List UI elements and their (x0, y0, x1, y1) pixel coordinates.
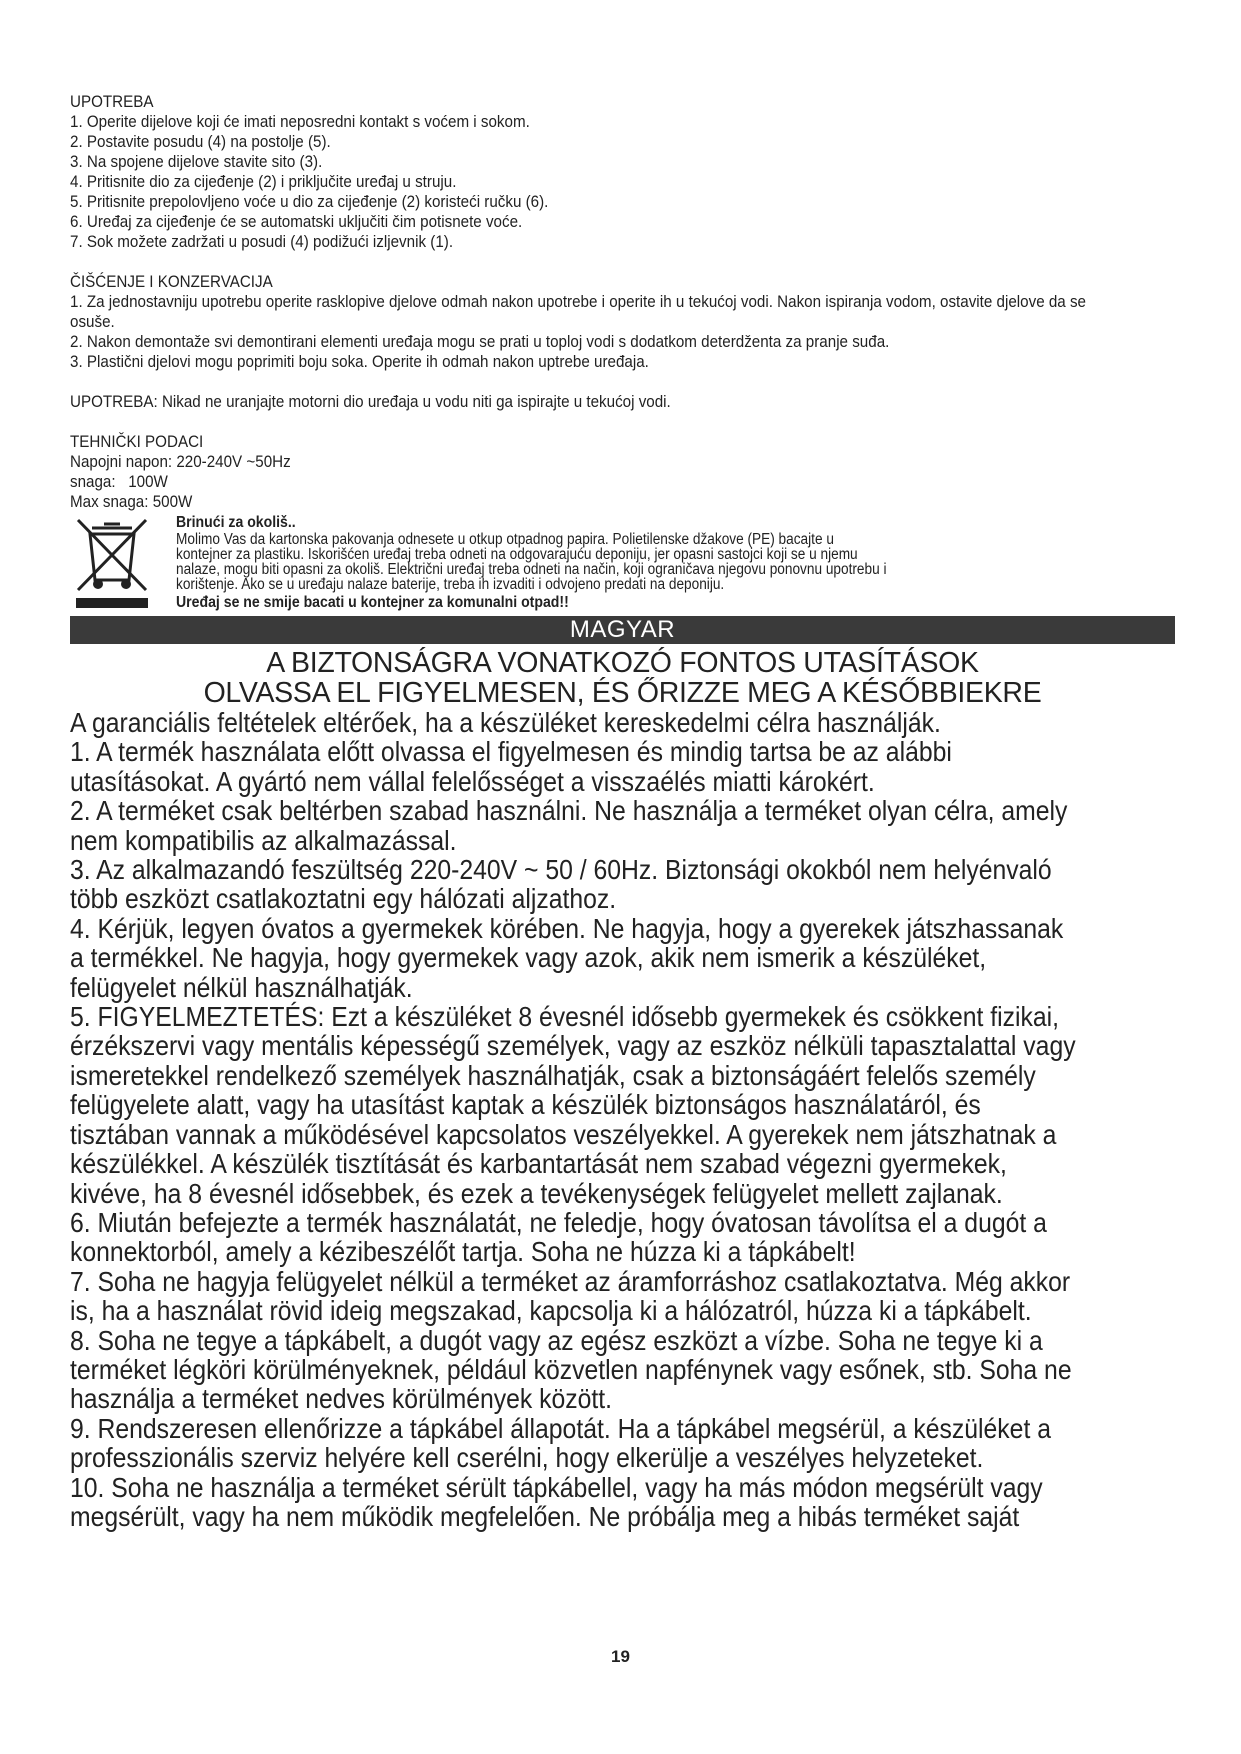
instruction-line: 1. A termék használata előtt olvassa el figyelmesen és mindig tartsa be az alábbi (70, 736, 952, 768)
instruction-line: 5. FIGYELMEZTETÉS: Ezt a készüléket 8 évesnél idősebb gyermekek és csökkent fizikai, (70, 1001, 1060, 1033)
environment-line-2: kontejner za plastiku. Iskorišćen uređaj treba odneti na odgovarajuću deponiju, jer opasni sastojci koji se u njemu (176, 546, 858, 563)
tech-title: TEHNIČKI PODACI (70, 433, 204, 451)
instruction-line: 3. Az alkalmazandó feszültség 220-240V ~ 50 / 60Hz. Biztonsági okokból nem helyénvaló (70, 854, 1052, 886)
language-section-bar: MAGYAR (70, 616, 1175, 644)
instruction-line: érzékszervi vagy mentális képességű személyek, vagy az eszköz nélküli tapasztalattal vagy (70, 1030, 1076, 1062)
environment-title: Brinući za okoliš.. (176, 514, 296, 531)
usage-step-1: 1. Operite dijelove koji će imati neposredni kontakt s voćem i sokom. (70, 113, 530, 131)
instruction-line: ismeretekkel rendelkező személyek használhatják, csak a biztonságáért felelős személy (70, 1059, 1036, 1091)
instruction-line: a termékkel. Ne hagyja, hogy gyermekek vagy azok, akik nem ismerik a készüléket, (70, 942, 987, 974)
cleaning-title: ČIŠĆENJE I KONZERVACIJA (70, 273, 273, 291)
usage-step-4: 4. Pritisnite dio za cijeđenje (2) i priključite uređaj u struju. (70, 173, 457, 191)
usage-title: UPOTREBA (70, 93, 154, 111)
usage-step-5: 5. Pritisnite prepolovljeno voće u dio za cijeđenje (2) koristeći ručku (6). (70, 193, 549, 211)
instruction-line: 8. Soha ne tegye a tápkábelt, a dugót vagy az egész eszközt a vízbe. Soha ne tegye ki a (70, 1324, 1043, 1356)
environment-notice (70, 514, 1175, 612)
instruction-line: felügyelete alatt, vagy ha utasítást kaptak a készülék biztonságos használatáról, és (70, 1089, 981, 1121)
instruction-line: 9. Rendszeresen ellenőrizze a tápkábel állapotát. Ha a tápkábel megsérül, a készüléket a (70, 1412, 1051, 1444)
tech-max-power: Max snaga: 500W (70, 493, 193, 511)
cleaning-step-1: 1. Za jednostavniju upotrebu operite rasklopive djelove odmah nakon upotrebe i operite ih u tekućoj vodi. Nakon ispiranja vodom, ostavite djelove da se osuše. (70, 293, 1086, 331)
instruction-line: használja a terméket nedves körülmények között. (70, 1383, 613, 1415)
tech-voltage: Napojni napon: 220-240V ~50Hz (70, 453, 291, 471)
instruction-line: konnektorból, amely a kézibeszélőt tartja. Soha ne húzza ki a tápkábelt! (70, 1236, 856, 1268)
usage-step-6: 6. Uređaj za cijeđenje će se automatski uključiti čim potisnete voće. (70, 213, 523, 231)
environment-line-3: nalaze, mogu biti opasni za okoliš. Električni uređaj treba odneti na način, koji ograničava njegovu ponovnu upotrebu i (176, 561, 887, 578)
instruction-line: felügyelet nélkül használhatják. (70, 971, 413, 1003)
environment-text (176, 514, 1153, 610)
usage-step-3: 3. Na spojene dijelove stavite sito (3). (70, 153, 323, 171)
motor-warning: UPOTREBA: Nikad ne uranjajte motorni dio uređaja u vodu niti ga ispirajte u tekućoj vodi. (70, 393, 671, 411)
safety-heading (70, 648, 1175, 708)
hungarian-instructions (70, 708, 1177, 1531)
instruction-line: 7. Soha ne hagyja felügyelet nélkül a terméket az áramforráshoz csatlakoztatva. Még akkor (70, 1265, 1071, 1297)
instruction-line: utasításokat. A gyártó nem vállal felelősséget a visszaélés miatti károkért. (70, 765, 875, 797)
safety-heading-line-2: OLVASSA EL FIGYELMESEN, ÉS ŐRIZZE MEG A KÉSŐBBIEKRE (203, 677, 1042, 709)
usage-step-2: 2. Postavite posudu (4) na postolje (5). (70, 133, 331, 151)
usage-step-7: 7. Sok možete zadržati u posudi (4) podižući izljevnik (1). (70, 233, 454, 251)
cleaning-step-2: 2. Nakon demontaže svi demontirani elementi uređaja mogu se prati u toploj vodi s dodatkom deterdženta za pranje suđa. (70, 333, 890, 351)
instruction-line: tisztában vannak a működésével kapcsolatos veszélyekkel. A gyerekek nem játszhatnak a (70, 1118, 1057, 1150)
instruction-line: professzionális szerviz helyére kell cserélni, hogy elkerülje a veszélyes helyzeteket. (70, 1442, 984, 1474)
instruction-line: terméket légköri körülményeknek, például közvetlen napfénynek vagy esőnek, stb. Soha ne (70, 1353, 1072, 1385)
page-number: 19 (611, 1647, 630, 1666)
instruction-line: kivéve, ha 8 évesnél idősebbek, és ezek a tevékenységek felügyelet mellett zajlanak. (70, 1177, 1003, 1209)
croatian-section (70, 92, 1174, 512)
instruction-line: nem kompatibilis az alkalmazással. (70, 824, 457, 856)
crossed-out-wheelie-bin-icon (74, 516, 150, 610)
instruction-line: megsérült, vagy ha nem működik megfelelően. Ne próbálja meg a hibás terméket saját (70, 1500, 1020, 1532)
instruction-line: 2. A terméket csak beltérben szabad használni. Ne használja a terméket olyan célra, amely (70, 795, 1068, 827)
instruction-line: A garanciális feltételek eltérőek, ha a készüléket kereskedelmi célra használják. (70, 707, 941, 738)
tech-power: snaga: 100W (70, 473, 168, 491)
instruction-line: 4. Kérjük, legyen óvatos a gyermekek körében. Ne hagyja, hogy a gyerekek játszhassanak (70, 912, 1064, 944)
instruction-line: készülékkel. A készülék tisztítását és karbantartását nem szabad végezni gyermekek, (70, 1148, 1007, 1180)
cleaning-step-3: 3. Plastični djelovi mogu poprimiti boju soka. Operite ih odmah nakon uptrebe uređaja. (70, 353, 649, 371)
safety-heading-line-1: A BIZTONSÁGRA VONATKOZÓ FONTOS UTASÍTÁSOK (266, 647, 979, 679)
environment-line-1: Molimo Vas da kartonska pakovanja odnesete u otkup otpadnog papira. Polietilenske džakove (PE) bacajte u (176, 531, 834, 548)
environment-line-4: korištenje. Ako se u uređaju nalaze baterije, treba ih izvaditi i odvojeno predati na deponiju. (176, 576, 725, 593)
document-page (70, 92, 1175, 1531)
instruction-line: 10. Soha ne használja a terméket sérült tápkábellel, vagy ha más módon megsérült vagy (70, 1471, 1043, 1503)
environment-bold-warning: Uređaj se ne smije bacati u kontejner za komunalni otpad!! (176, 594, 569, 611)
instruction-line: is, ha a használat rövid ideig megszakad, kapcsolja ki a hálózatról, húzza ki a tápkábelt. (70, 1295, 1032, 1327)
instruction-line: több eszközt csatlakoztatni egy hálózati aljzathoz. (70, 883, 617, 915)
instruction-line: 6. Miután befejezte a termék használatát, ne feledje, hogy óvatosan távolítsa el a dugót a (70, 1206, 1047, 1238)
